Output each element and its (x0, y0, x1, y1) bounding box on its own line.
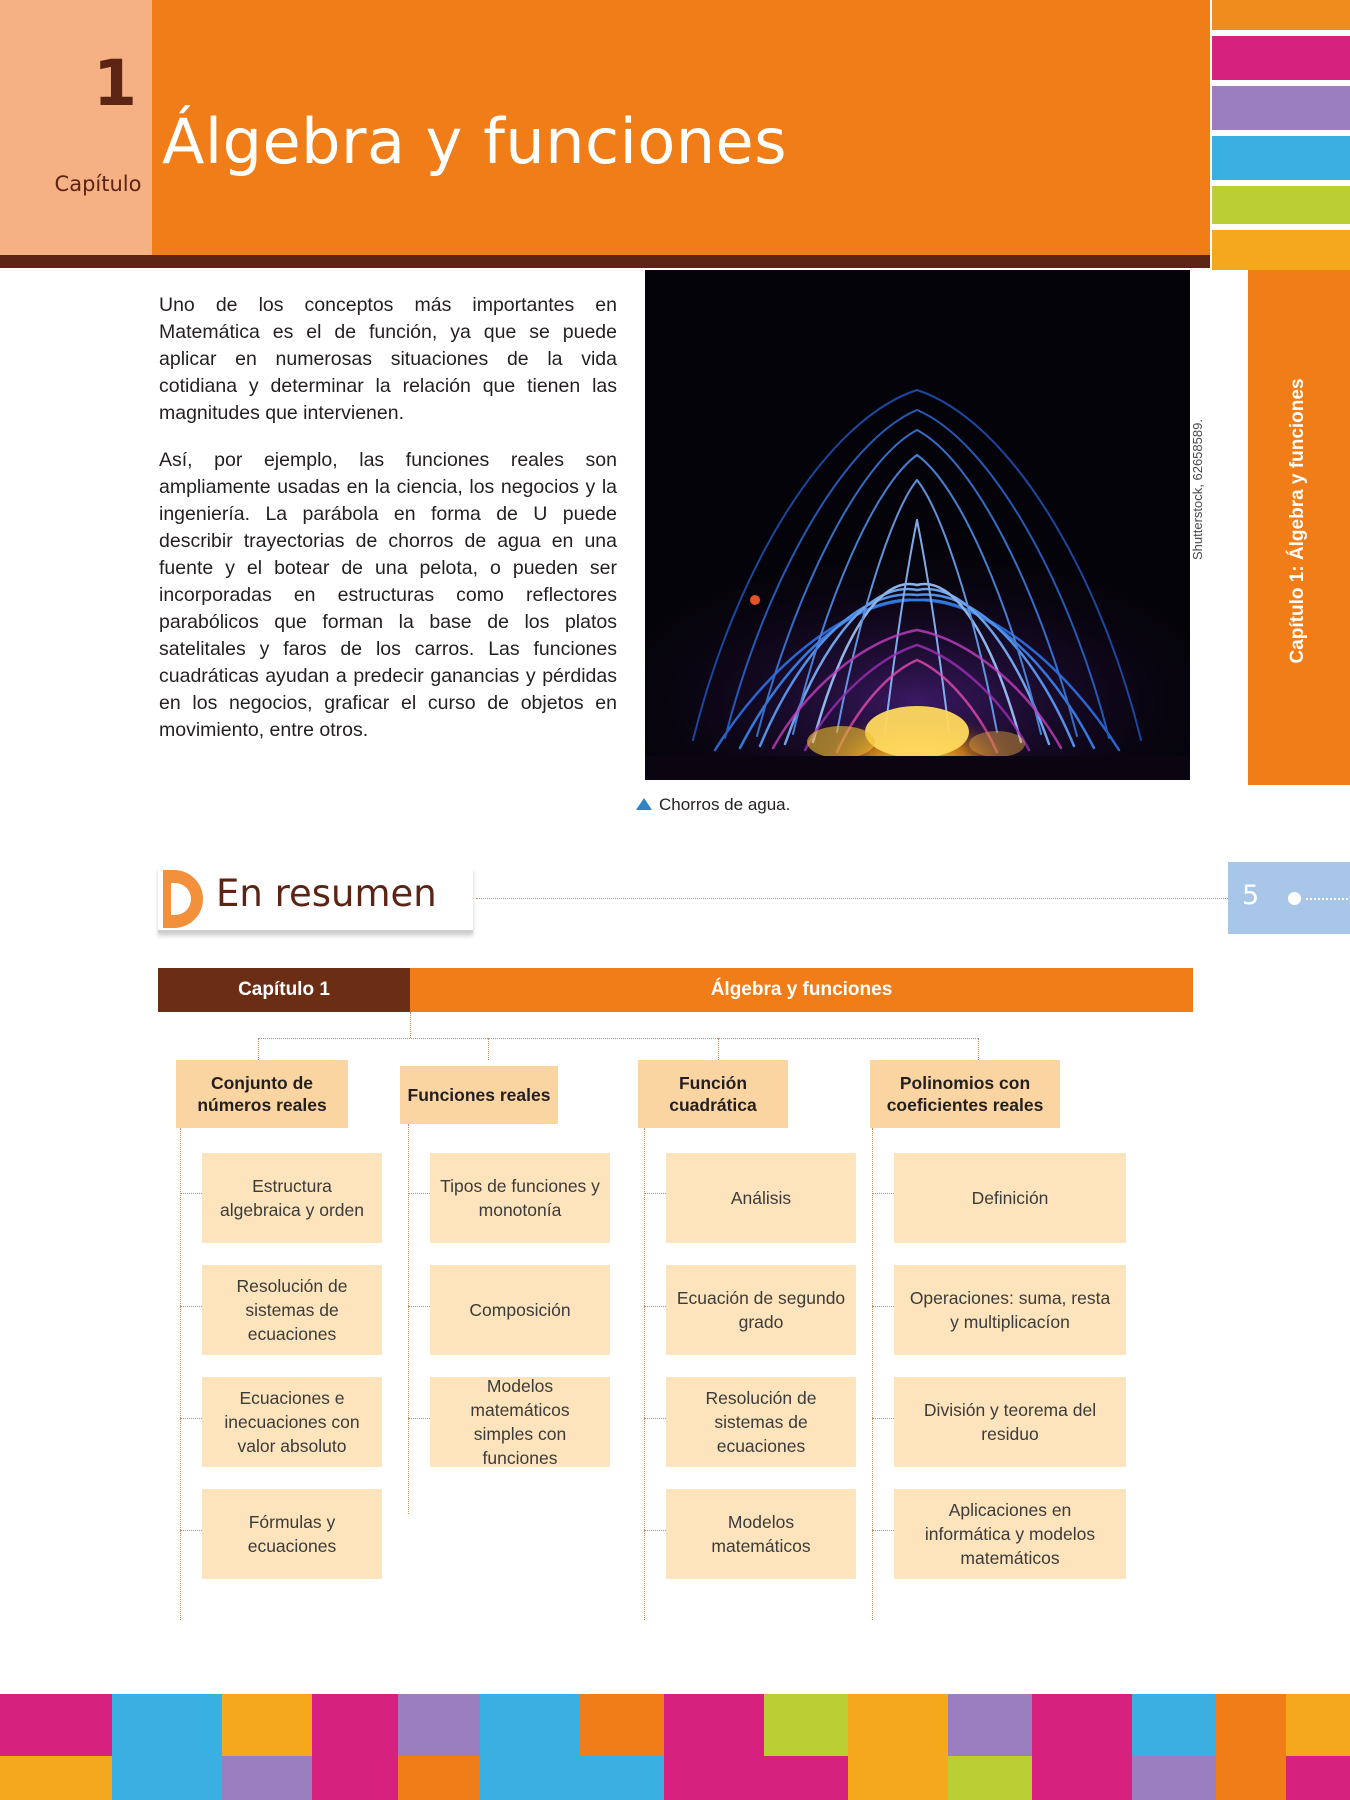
page-number-badge (1228, 862, 1350, 934)
footer-block (1216, 1694, 1286, 1800)
diagram-column-head-4: Polinomios con coeficientes reales (870, 1060, 1060, 1128)
diagram-cell-2-3: Modelos matemáticos simples con funciones (430, 1377, 610, 1467)
footer-block (1286, 1756, 1350, 1800)
footer-block (764, 1694, 848, 1756)
diagram-spine-3 (644, 1128, 645, 1620)
diagram-link-2-3 (408, 1418, 430, 1419)
footer-block (664, 1694, 764, 1800)
color-strip-orange (1212, 0, 1350, 30)
color-strip-blue (1212, 136, 1350, 180)
intro-text (159, 292, 617, 764)
page-number: 5 (1242, 880, 1260, 911)
triangle-icon (636, 798, 652, 810)
diagram-link-3-4 (644, 1530, 666, 1531)
chapter-side-tab (1248, 270, 1350, 785)
footer-block (580, 1694, 664, 1756)
footer-block (480, 1694, 580, 1800)
fountain-illustration (645, 270, 1190, 780)
footer-block (1032, 1694, 1132, 1800)
footer-block (1132, 1694, 1216, 1756)
diagram-link-2-1 (408, 1193, 430, 1194)
chapter-number: 1 (93, 47, 137, 120)
diagram-spine-4 (872, 1128, 873, 1620)
diagram-cell-4-3: División y teorema del residuo (894, 1377, 1126, 1467)
footer-block (948, 1694, 1032, 1756)
footer-block (112, 1694, 222, 1800)
footer-block (312, 1694, 398, 1800)
diagram-column-head-1: Conjunto de números reales (176, 1060, 348, 1128)
page-title: Álgebra y funciones (162, 105, 787, 178)
diagram-link-1-4 (180, 1530, 202, 1531)
footer-block (948, 1756, 1032, 1800)
diagram-drop-3 (718, 1038, 719, 1060)
header-divider (0, 255, 1210, 268)
chapter-outline-diagram (158, 968, 1193, 1668)
chapter-word: Capítulo (54, 172, 142, 196)
diagram-cell-2-1: Tipos de funciones y monotonía (430, 1153, 610, 1243)
footer-block (1132, 1756, 1216, 1800)
color-strip-yellow (1212, 230, 1350, 270)
diagram-drop-2 (488, 1038, 489, 1060)
photo-credit: Shutterstock, 62658589. (1190, 419, 1205, 560)
page-dotted-line (1306, 898, 1350, 900)
figure-caption-text: Chorros de agua. (659, 795, 791, 814)
diagram-link-2-2 (408, 1306, 430, 1307)
diagram-link-3-2 (644, 1306, 666, 1307)
diagram-drop-4 (978, 1038, 979, 1060)
diagram-cell-4-2: Operaciones: suma, resta y multiplicacíon (894, 1265, 1126, 1355)
footer-block (398, 1756, 480, 1800)
d-shape-icon (163, 870, 203, 928)
diagram-branch-line (258, 1038, 978, 1039)
diagram-cell-3-4: Modelos matemáticos (666, 1489, 856, 1579)
footer-block (0, 1694, 112, 1756)
diagram-column-head-3: Función cuadrática (638, 1060, 788, 1128)
diagram-cell-1-1: Estructura algebraica y orden (202, 1153, 382, 1243)
diagram-link-4-4 (872, 1530, 894, 1531)
diagram-chapter-label: Capítulo 1 (158, 968, 410, 1012)
color-strip-green (1212, 186, 1350, 224)
diagram-link-4-3 (872, 1418, 894, 1419)
footer-block (764, 1756, 848, 1800)
diagram-drop-1 (258, 1038, 259, 1060)
diagram-link-3-3 (644, 1418, 666, 1419)
resumen-dotted-line (476, 898, 1346, 899)
chapter-header (0, 0, 1210, 255)
diagram-cell-4-1: Definición (894, 1153, 1126, 1243)
footer-block (848, 1694, 948, 1800)
diagram-link-1-1 (180, 1193, 202, 1194)
footer-color-blocks (0, 1694, 1350, 1800)
diagram-cell-2-2: Composición (430, 1265, 610, 1355)
diagram-trunk-line (410, 1012, 411, 1038)
chapter-side-tab-label: Capítulo 1: Álgebra y funciones (1287, 378, 1308, 664)
header-peach-block (0, 0, 152, 255)
resumen-box (158, 868, 473, 933)
diagram-link-1-2 (180, 1306, 202, 1307)
diagram-cell-1-3: Ecuaciones e inecuaciones con valor absoluto (202, 1377, 382, 1467)
diagram-cell-3-3: Resolución de sistemas de ecuaciones (666, 1377, 856, 1467)
resumen-label: En resumen (216, 872, 437, 915)
footer-block (222, 1756, 312, 1800)
page-dot-icon (1288, 892, 1301, 905)
diagram-link-3-1 (644, 1193, 666, 1194)
footer-block (1286, 1694, 1350, 1756)
diagram-cell-3-2: Ecuación de segundo grado (666, 1265, 856, 1355)
diagram-title-label: Álgebra y funciones (410, 968, 1193, 1012)
resumen-banner (158, 868, 1193, 936)
color-strip-magenta (1212, 36, 1350, 80)
diagram-column-head-2: Funciones reales (400, 1066, 558, 1124)
diagram-link-4-2 (872, 1306, 894, 1307)
footer-block (222, 1694, 312, 1756)
diagram-spine-2 (408, 1124, 409, 1514)
figure-caption (636, 795, 790, 815)
diagram-link-1-3 (180, 1418, 202, 1419)
diagram-cell-1-4: Fórmulas y ecuaciones (202, 1489, 382, 1579)
footer-block (580, 1756, 664, 1800)
footer-block (0, 1756, 112, 1800)
diagram-spine-1 (180, 1128, 181, 1620)
diagram-cell-3-1: Análisis (666, 1153, 856, 1243)
intro-paragraph-1: Uno de los conceptos más importantes en Matemática es el de función, ya que se puede aplicar en numerosas situaciones de la vida cotidiana y determinar la relación que tienen las magnitudes que intervienen. (159, 294, 617, 424)
color-strip-purple (1212, 86, 1350, 130)
footer-block (398, 1694, 480, 1756)
diagram-cell-1-2: Resolución de sistemas de ecuaciones (202, 1265, 382, 1355)
diagram-cell-4-4: Aplicaciones en informática y modelos matemáticos (894, 1489, 1126, 1579)
fountain-photo (645, 270, 1190, 780)
intro-paragraph-2: Así, por ejemplo, las funciones reales son ampliamente usadas en la ciencia, los negocios y la ingeniería. La parábola en forma de U puede describir trayectorias de chorros de agua en una fuente y el botear de una pelota, o pueden ser incorporadas en estructuras como reflectores parabólicos que forman la base de los platos satelitales y faros de los carros. Las funciones cuadráticas ayudan a predecir ganancias y pérdidas en los negocios, graficar el curso de objetos en movimiento, entre otros. (159, 449, 617, 741)
diagram-link-4-1 (872, 1193, 894, 1194)
